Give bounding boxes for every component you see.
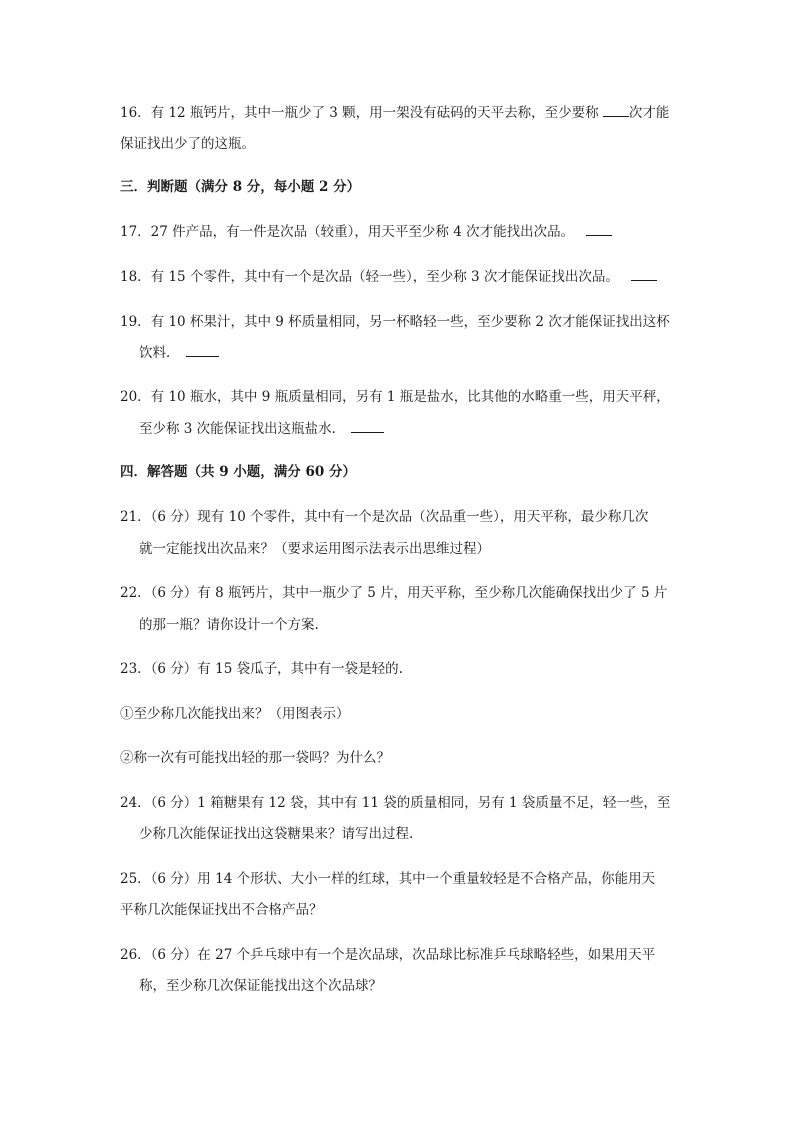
answer-blank-16[interactable] [603,104,629,117]
section-4-heading: 四．解答题（共 9 小题，满分 60 分） [120,464,356,480]
answer-blank-17[interactable] [586,223,612,236]
question-20-text: 至少称 3 次能保证找出这瓶盐水． [139,421,346,437]
question-23-part-1: ①至少称几次能找出来？（用图表示） [120,706,350,722]
question-20-line2 [139,420,384,438]
question-20-line1: 20．有 10 瓶水，其中 9 瓶质量相同，另有 1 瓶是盐水，比其他的水略重一些，用天平秤， [120,389,670,405]
question-17-text: 17．27 件产品，有一件是次品（较重），用天平至少称 4 次才能找出次品。 [120,224,575,240]
question-21-line1: 21．（6 分）现有 10 个零件，其中有一个是次品（次品重一些），用天平称，最少称几次 [120,509,649,525]
question-18-text: 18．有 15 个零件，其中有一个是次品（轻一些），至少称 3 次才能保证找出次品。 [120,269,619,285]
answer-blank-19[interactable] [186,344,219,357]
question-23: 23．（6 分）有 15 袋瓜子，其中有一袋是轻的. [120,661,403,677]
question-17 [120,223,612,241]
question-26-line1: 26．（6 分）在 27 个乒乓球中有一个是次品球，次品球比标准乒乓球略轻些，如果用天平 [120,947,656,963]
question-24-line2: 少称几次能保证找出这袋糖果来？请写出过程. [139,826,414,842]
question-25-line2: 平称几次能保证找出不合格产品？ [120,902,323,918]
question-19-line1: 19．有 10 杯果汁，其中 9 杯质量相同，另一杯略轻一些，至少要称 2 次才能保证找出这杯 [120,314,670,330]
question-22-line1: 22．（6 分）有 8 瓶钙片，其中一瓶少了 5 片，用天平称，至少称几次能确保找出少了 5 片 [120,585,668,601]
question-23-part-2: ②称一次有可能找出轻的那一袋吗？为什么？ [120,750,390,766]
question-16-line2: 保证找出少了的这瓶。 [120,136,255,152]
section-3-heading: 三．判断题（满分 8 分，每小题 2 分） [120,179,361,195]
answer-blank-20[interactable] [351,420,384,433]
question-21-line2: 就一定能找出次品来？（要求运用图示法表示出思维过程） [139,541,490,557]
answer-blank-18[interactable] [631,268,657,281]
question-19-line2 [139,344,219,362]
question-16-text: 16．有 12 瓶钙片，其中一瓶少了 3 颗，用一架没有砝码的天平去称，至少要称 [120,105,603,121]
question-19-text: 饮料． [139,345,180,361]
question-26-line2: 称，至少称几次保证能找出这个次品球？ [139,978,382,994]
question-25-line1: 25．（6 分）用 14 个形状、大小一样的红球，其中一个重量较轻是不合格产品，你能用天 [120,871,656,887]
question-24-line1: 24．（6 分）1 箱糖果有 12 袋，其中有 11 袋的质量相同，另有 1 袋质量不足，轻一些，至 [120,795,671,811]
question-16 [120,104,669,122]
question-16-text-end: 次才能 [628,105,670,121]
question-18 [120,268,657,286]
question-22-line2: 的那一瓶？请你设计一个方案. [139,617,319,633]
